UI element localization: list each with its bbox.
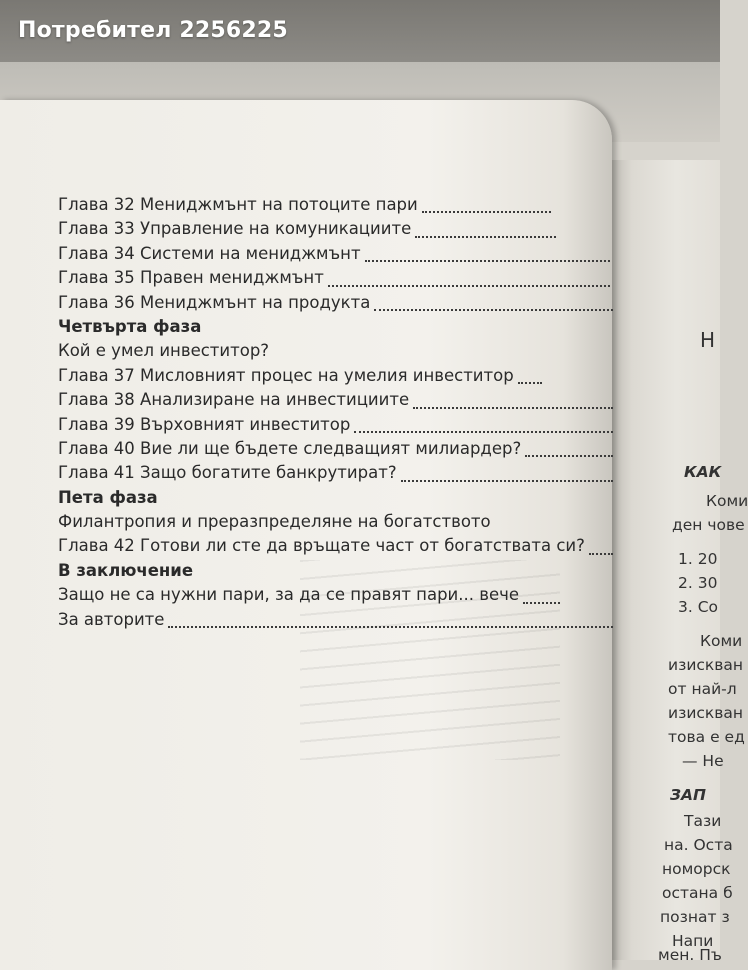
dot-leader	[365, 258, 610, 262]
right-heading: ЗАП	[670, 786, 706, 804]
dot-leader	[415, 234, 556, 238]
dot-leader	[401, 478, 613, 482]
toc-section-subtitle	[58, 341, 613, 365]
toc-entry-title: Глава 33 Управление на комуникациите	[58, 219, 412, 239]
toc-entry-title: Глава 32 Мениджмънт на потоците пари	[58, 195, 418, 214]
toc-entry-title: Глава 34 Системи на мениджмънт	[58, 243, 361, 263]
toc-entry-title: Глава 37 Мисловният процес на умелия инвеститор	[58, 365, 514, 385]
toc-entry-title: Глава 39 Върховният инвеститор	[58, 414, 351, 434]
toc-entry	[58, 293, 613, 317]
dot-leader	[374, 307, 613, 311]
toc-entry-title: Глава 40 Вие ли ще бъдете следващият милиардер?	[58, 438, 522, 458]
right-fragment: изискван	[668, 656, 744, 674]
toc-entry-title: Глава 36 Мениджмънт на продукта	[58, 292, 371, 312]
section-subtitle-text: Филантропия и преразпределяне на богатството	[58, 512, 491, 532]
toc-entry	[58, 219, 556, 243]
right-fragment: изискван	[668, 704, 744, 722]
table-of-contents	[58, 195, 613, 634]
toc-entry	[58, 610, 613, 634]
right-fragment: Напи	[672, 932, 714, 950]
dot-leader	[518, 380, 542, 384]
toc-entry	[58, 244, 610, 268]
toc-entry	[58, 390, 613, 414]
toc-entry-title: Защо не са нужни пари, за да се правят пари... вече	[58, 585, 520, 605]
right-fragment: Н	[700, 328, 716, 352]
right-fragment: 1. 20	[678, 550, 718, 568]
toc-entry	[58, 439, 613, 463]
toc-section-heading	[58, 488, 613, 512]
right-fragment: мен. Пъ	[658, 946, 722, 964]
right-fragment: номорск	[662, 860, 731, 878]
toc-entry	[58, 585, 560, 609]
toc-entry	[58, 195, 551, 219]
toc-entry-title: За авторите	[58, 609, 165, 629]
right-fragment: ден чове	[672, 516, 745, 534]
section-heading-text: Пета фаза	[58, 487, 158, 507]
toc-entry	[58, 268, 610, 292]
right-fragment: от най-л	[668, 680, 737, 698]
toc-section-heading	[58, 317, 613, 341]
dot-leader	[413, 405, 613, 409]
toc-section-heading	[58, 561, 613, 585]
toc-entry	[58, 536, 613, 560]
right-fragment: Тази	[684, 812, 722, 830]
right-fragment: Коми	[706, 492, 748, 510]
toc-entry-title: Глава 38 Анализиране на инвестициите	[58, 390, 410, 410]
toc-entry	[58, 463, 613, 487]
dot-leader	[589, 551, 613, 555]
right-fragment: 2. 30	[678, 574, 718, 592]
toc-entry	[58, 415, 613, 439]
section-heading-text: В заключение	[58, 560, 194, 580]
dot-leader	[328, 283, 610, 287]
right-fragment: на. Оста	[664, 836, 733, 854]
dot-leader	[422, 209, 551, 213]
right-fragment: това е ед	[668, 728, 745, 746]
toc-entry-title: Глава 42 Готови ли сте да връщате част от богатствата си?	[58, 536, 585, 556]
section-subtitle-text: Кой е умел инвеститор?	[58, 341, 270, 361]
right-fragment: — Не	[682, 752, 724, 770]
section-heading-text: Четвърта фаза	[58, 316, 202, 336]
right-heading: КАК	[684, 463, 722, 481]
right-fragment: Коми	[700, 632, 743, 650]
dot-leader	[354, 429, 613, 433]
dot-leader	[525, 453, 613, 457]
toc-entry-title: Глава 35 Правен мениджмънт	[58, 268, 324, 288]
right-fragment: 3. Со	[678, 598, 719, 616]
dot-leader	[523, 600, 560, 604]
toc-section-subtitle	[58, 512, 613, 536]
seller-watermark: Потребител 2256225	[0, 0, 720, 62]
dot-leader	[168, 624, 613, 628]
right-fragment: остана б	[662, 884, 733, 902]
right-fragment: познат з	[660, 908, 730, 926]
toc-entry-title: Глава 41 Защо богатите банкрутират?	[58, 463, 397, 483]
toc-entry	[58, 366, 542, 390]
